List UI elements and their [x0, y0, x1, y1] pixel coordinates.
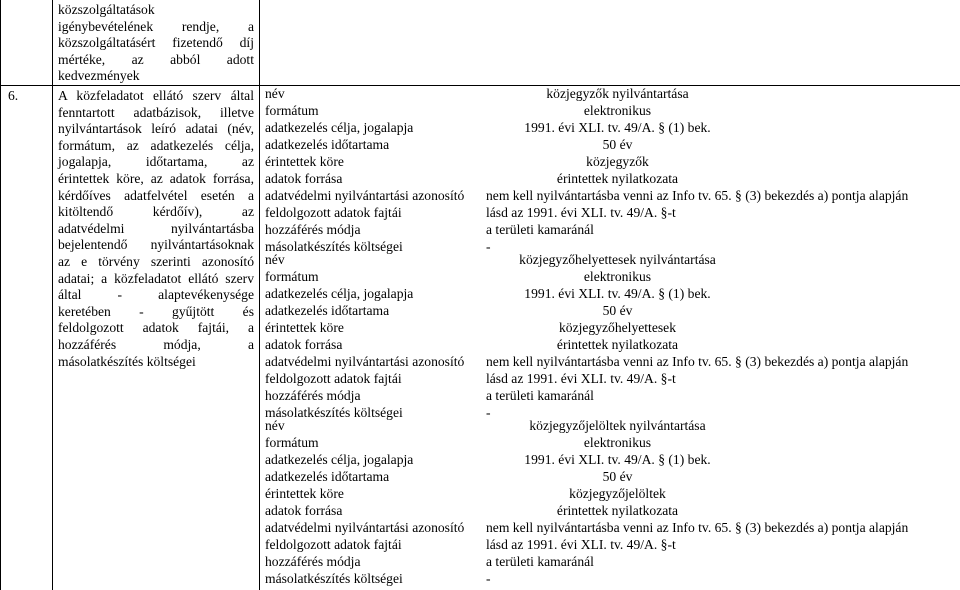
label-access: hozzáférés módja	[265, 222, 361, 237]
register-access: a területi kamaránál	[486, 222, 594, 237]
label-duration: adatkezelés időtartama	[265, 303, 390, 318]
label-format: formátum	[265, 269, 319, 284]
register-format: elektronikus	[583, 435, 652, 450]
label-copy-cost: másolatkészítés költségei	[265, 571, 403, 586]
register-copy-cost: -	[486, 405, 491, 420]
register-access: a területi kamaránál	[486, 554, 594, 569]
text-line: igénybevételének rendje, a	[58, 18, 254, 34]
label-access: hozzáférés módja	[265, 388, 361, 403]
label-duration: adatkezelés időtartama	[265, 137, 390, 152]
text-line: érintettek köre, az adatok forrása,	[58, 170, 254, 186]
label-duration: adatkezelés időtartama	[265, 469, 390, 484]
label-identifier: adatvédelmi nyilvántartási azonosító	[265, 188, 465, 203]
register-duration: 50 év	[602, 303, 633, 318]
label-name: név	[265, 86, 285, 101]
register-copy-cost: -	[486, 239, 491, 254]
register-data-types: lásd az 1991. évi XLI. tv. 49/A. §-t	[486, 205, 676, 220]
register-source: érintettek nyilatkozata	[556, 171, 679, 186]
label-subjects: érintettek köre	[265, 320, 344, 335]
text-line: kérdőíves adatfelvétel esetén a	[58, 187, 254, 203]
label-source: adatok forrása	[265, 337, 343, 352]
text-line: adatai; a közfeladatot ellátó szerv	[58, 270, 254, 286]
register-identifier: nem kell nyilvántartásba venni az Info tv. 65. § (3) bekezdés a) pontja alapján	[486, 354, 909, 369]
text-line: formátum, az adatkezelés célja,	[58, 137, 254, 153]
text-line: jogalapja, időtartama, az	[58, 154, 254, 170]
row6-description	[58, 88, 254, 370]
register-name: közjegyzőhelyettesek nyilvántartása	[519, 252, 716, 267]
label-source: adatok forrása	[265, 503, 343, 518]
text-line: feldolgozott adatok fajtái, a	[58, 320, 254, 336]
text-line: az e törvény szerinti azonosító	[58, 253, 254, 269]
register-purpose: 1991. évi XLI. tv. 49/A. § (1) bek.	[524, 120, 711, 135]
label-identifier: adatvédelmi nyilvántartási azonosító	[265, 354, 465, 369]
register-data-types: lásd az 1991. évi XLI. tv. 49/A. §-t	[486, 537, 676, 552]
text-line: másolatkészítés költségei	[58, 353, 196, 369]
text-line: A közfeladatot ellátó szerv által	[58, 88, 254, 103]
label-purpose: adatkezelés célja, jogalapja	[265, 452, 414, 467]
register-purpose: 1991. évi XLI. tv. 49/A. § (1) bek.	[524, 286, 711, 301]
label-access: hozzáférés módja	[265, 554, 361, 569]
label-name: név	[265, 252, 285, 267]
register-subjects: közjegyzőjelöltek	[569, 486, 666, 501]
label-subjects: érintettek köre	[265, 154, 344, 169]
register-format: elektronikus	[583, 269, 652, 284]
register-duration: 50 év	[602, 469, 633, 484]
text-line: közszolgáltatásért fizetendő díj	[58, 35, 254, 51]
text-line: mértéke, az abból adott	[58, 51, 254, 67]
label-copy-cost: másolatkészítés költségei	[265, 405, 403, 420]
text-line: bejelentendő nyilvántartásoknak	[58, 237, 254, 253]
label-source: adatok forrása	[265, 171, 343, 186]
label-purpose: adatkezelés célja, jogalapja	[265, 286, 414, 301]
label-data-types: feldolgozott adatok fajtái	[265, 205, 402, 220]
row-number: 6.	[8, 88, 19, 103]
register-name: közjegyzőjelöltek nyilvántartása	[529, 418, 706, 433]
text-line: hozzáférés módja, a	[58, 336, 254, 352]
label-format: formátum	[265, 103, 319, 118]
register-format: elektronikus	[583, 103, 652, 118]
label-data-types: feldolgozott adatok fajtái	[265, 537, 402, 552]
register-subjects: közjegyzők	[586, 154, 649, 169]
text-line: nyilvántartások leíró adatai (név,	[58, 121, 254, 137]
register-source: érintettek nyilatkozata	[556, 503, 679, 518]
text-line: adatvédelmi nyilvántartásba	[58, 220, 254, 236]
label-copy-cost: másolatkészítés költségei	[265, 239, 403, 254]
text-line: keretében - gyűjtött és	[58, 303, 254, 319]
label-format: formátum	[265, 435, 319, 450]
register-subjects: közjegyzőhelyettesek	[558, 320, 676, 335]
label-identifier: adatvédelmi nyilvántartási azonosító	[265, 520, 465, 535]
register-access: a területi kamaránál	[486, 388, 594, 403]
table-border-desc	[259, 0, 260, 590]
register-purpose: 1991. évi XLI. tv. 49/A. § (1) bek.	[524, 452, 711, 467]
register-identifier: nem kell nyilvántartásba venni az Info tv. 65. § (3) bekezdés a) pontja alapján	[486, 188, 909, 203]
text-line: fenntartott adatbázisok, illetve	[58, 104, 254, 120]
register-duration: 50 év	[602, 137, 633, 152]
table-border-num	[52, 0, 53, 590]
table-border-left	[0, 0, 1, 590]
row-divider	[0, 85, 960, 86]
text-line: által - alaptevékenysége	[58, 287, 254, 303]
register-identifier: nem kell nyilvántartásba venni az Info tv. 65. § (3) bekezdés a) pontja alapján	[486, 520, 909, 535]
label-data-types: feldolgozott adatok fajtái	[265, 371, 402, 386]
register-source: érintettek nyilatkozata	[556, 337, 679, 352]
label-purpose: adatkezelés célja, jogalapja	[265, 120, 414, 135]
register-copy-cost: -	[486, 571, 491, 586]
text-line: kedvezmények	[58, 68, 140, 84]
register-data-types: lásd az 1991. évi XLI. tv. 49/A. §-t	[486, 371, 676, 386]
prev-row-description	[58, 2, 254, 85]
register-name: közjegyzők nyilvántartása	[546, 86, 689, 101]
label-name: név	[265, 418, 285, 433]
label-subjects: érintettek köre	[265, 486, 344, 501]
text-line: kitöltendő kérdőív), az	[58, 204, 254, 220]
text-line: közszolgáltatások	[58, 2, 155, 17]
